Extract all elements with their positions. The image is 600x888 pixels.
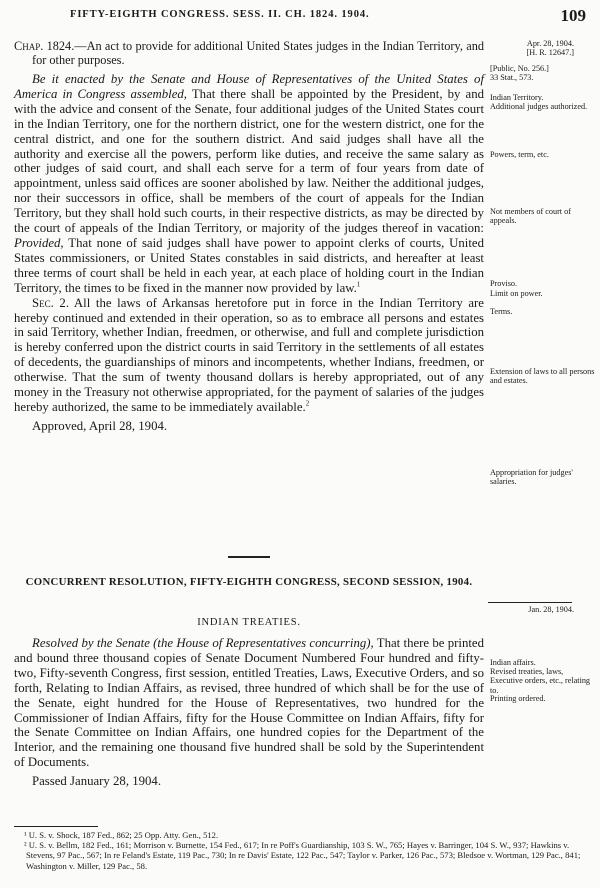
margin-public-law: [Public, No. 256.] xyxy=(490,64,549,73)
section-1-text-b: That none of said judges shall have power to appoint clerks of courts, United States commissioners, or United States constables in said districts, and hereafter at least three terms of court shall be held in each year, at each place of holding court in the Indian Territory, the times to be fixed in the manner now provided by law. xyxy=(14,235,484,295)
chapter-title-text: —An act to provide for additional United States judges in the Indian Territory, and for other purposes. xyxy=(32,39,484,67)
resolved-clause: Resolved by the Senate (the House of Representatives concurring), xyxy=(32,636,374,650)
footnote-ref-2: 2 xyxy=(305,399,310,408)
footnotes xyxy=(14,830,582,871)
running-title: FIFTY-EIGHTH CONGRESS. SESS. II. CH. 1824. 1904. xyxy=(70,9,370,20)
enacting-clause: Be it enacted by the Senate and House of Representatives of the United States of America in Congress assembled, xyxy=(14,72,484,101)
running-header xyxy=(12,8,586,24)
section-1 xyxy=(14,72,484,434)
margin-date: Apr. 28, 1904. xyxy=(526,39,574,48)
margin-statute-cite: 33 Stat., 573. xyxy=(490,73,534,82)
footnote-rule xyxy=(14,826,98,827)
resolution-heading: CONCURRENT RESOLUTION, FIFTY-EIGHTH CONGRESS, SECOND SESSION, 1904. xyxy=(25,576,473,588)
approved-date: Approved, April 28, 1904. xyxy=(32,418,168,433)
chapter-label: Chap. 1824. xyxy=(14,39,75,53)
note-proviso: Proviso. xyxy=(490,279,518,288)
note-printing-ordered: Printing ordered. xyxy=(490,694,546,703)
note-limit: Limit on power. xyxy=(490,289,543,298)
resolution-subheading: INDIAN TREATIES. xyxy=(197,617,301,628)
section-2-label: Sec. 2. xyxy=(32,295,70,310)
margin-rule xyxy=(488,602,572,603)
note-indian-affairs: Indian affairs. xyxy=(490,658,536,667)
note-appropriation: Appropriation for judges' salaries. xyxy=(490,468,573,487)
section-1-text-a: That there shall be appointed by the President, by and with the advice and consent of the Senate, four additional judges of the United States court in the Indian Territory, one for the northern district, one for the western district, one for the central district, and one for the southern district. And said judges shall have all the authority and exercise all the powers, perform like duties, and receive the same salary as other judges of said court, and shall each serve for a term of four years from date of appointment, unless said offices are sooner abolished by law. Neither the additional judges, nor their successors in office, shall be members of the court of appeals for the Indian Territory, but they shall hold such courts, in their respective districts, as may be directed by the court of appeals of the Indian Territory, or majority of the judges thereof in vacation: xyxy=(14,86,484,236)
resolution-text: That there be printed and bound three thousand copies of Senate Document Numbered Four hundred and fifty-two, Fifty-seventh Congress, first session, entitled Treaties, Laws, Executive Orders, and so forth, Relating to Indian Affairs, as revised, three hundred of which shall be for the use of the Senate, eight hundred for the House of Representatives, two hundred for the Commissioner of Indian Affairs, fifty for the House Committee on Indian Affairs, fifty for the Senate Committee on Indian Affairs, one hundred copies for the Department of the Interior, and the remaining one thousand five hundred shall be sold by the Superintendent of Documents. xyxy=(14,636,485,770)
footnote-2: ² U. S. v. Bellm, 182 Fed., 161; Morrison v. Burnette, 154 Fed., 617; In re Poff's Guardianship, 103 S. W., 765; Hayes v. Barringer, 104 S. W., 937; Hawkins v. Stevens, 97 Pac., 567; In re Feland's Estate, 119 Pac., 730; In re Davis' Estate, 122 Pac., 547; Taylor v. Parker, 126 Pac., 573; Bledsoe v. Wortman, 129 Pac., 841; Washington v. Miller, 129 Pac., 58. xyxy=(24,840,581,871)
note-powers: Powers, term, etc. xyxy=(490,150,549,159)
page-number: 109 xyxy=(560,6,586,25)
footnote-1: ¹ U. S. v. Shock, 187 Fed., 862; 25 Opp. Atty. Gen., 512. xyxy=(24,830,219,840)
note-revised-treaties: Revised treaties, laws, Executive orders, etc., relating to. xyxy=(490,667,591,695)
note-terms: Terms. xyxy=(490,307,513,316)
resolution-date: Jan. 28, 1904. xyxy=(528,605,574,614)
proviso-word: Provided, xyxy=(14,235,64,250)
note-indian-territory: Indian Territory. xyxy=(490,93,544,102)
footnote-ref-1: 1 xyxy=(356,280,361,289)
resolution-body xyxy=(14,636,484,789)
section-divider xyxy=(228,556,270,558)
passed-date: Passed January 28, 1904. xyxy=(32,774,162,789)
section-2-text: All the laws of Arkansas heretofore put in force in the Indian Territory are hereby continued and extended in their operation, so as to embrace all persons and estates in said Territory, whether Indian, freedmen, or otherwise, and full and complete jurisdiction is hereby conferred upon the district courts in said Territory in the settlements of all estates of decedents, the guardianships of minors and incompetents, whether Indians, freedmen, or otherwise. That the sum of twenty thousand dollars is hereby appropriated, out of any money in the Treasury not otherwise appropriated, for the payment of salaries of the judges hereby authorized, the same to be immediately available. xyxy=(14,295,484,414)
note-extension: Extension of laws to all persons and estates. xyxy=(490,367,595,386)
chapter-title xyxy=(14,39,484,67)
note-not-members: Not members of court of appeals. xyxy=(490,207,571,226)
note-additional-judges: Additional judges authorized. xyxy=(490,102,588,111)
margin-bill: [H. R. 12647.] xyxy=(526,48,574,57)
